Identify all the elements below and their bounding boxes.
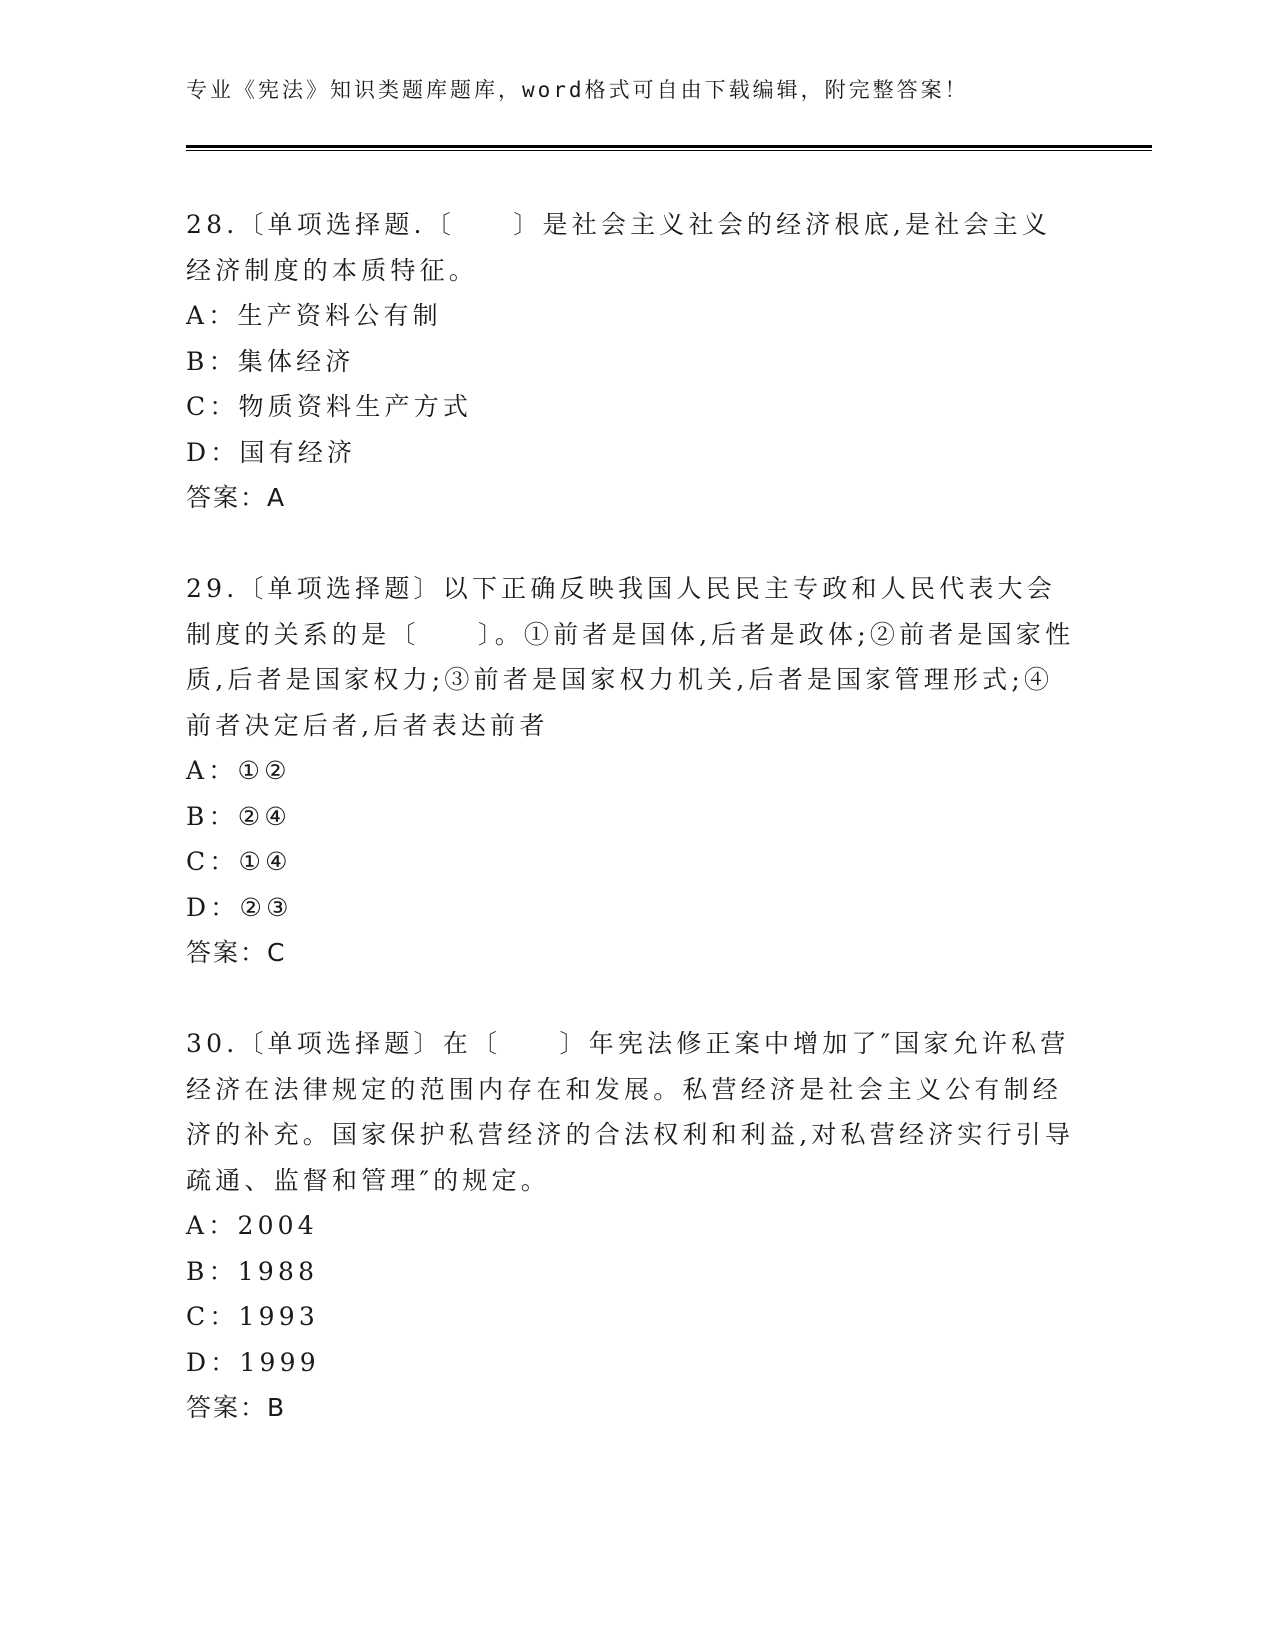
option-text: 1999 bbox=[239, 1347, 320, 1377]
option-c bbox=[186, 839, 1076, 885]
option-text: ①④ bbox=[238, 847, 292, 876]
option-text: ②③ bbox=[239, 892, 293, 922]
option-label: B： bbox=[186, 346, 238, 376]
option-text: 国有经济 bbox=[239, 437, 357, 467]
question-30 bbox=[186, 1021, 1076, 1431]
option-label: D： bbox=[186, 1347, 240, 1377]
question-stem: 28.〔单项选择题.〔 〕是社会主义社会的经济根底,是社会主义经济制度的本质特征。 bbox=[186, 210, 1052, 285]
option-text: 生产资料公有制 bbox=[237, 301, 442, 330]
option-a bbox=[186, 293, 1076, 339]
option-label: C： bbox=[186, 847, 239, 876]
option-c bbox=[186, 1294, 1076, 1340]
option-text: 集体经济 bbox=[237, 346, 355, 376]
question-29 bbox=[186, 566, 1076, 976]
question-stem: 30.〔单项选择题〕在〔 〕年宪法修正案中增加了″国家允许私营经济在法律规定的范围内存在和发展。私营经济是社会主义公有制经济的补充。国家保护私营经济的合法权利和利益,对私营经济实行引导疏通、监督和管理″的规定。 bbox=[186, 1029, 1075, 1195]
option-text: 2004 bbox=[237, 1211, 318, 1240]
option-label: A： bbox=[186, 756, 238, 785]
option-label: D： bbox=[186, 437, 240, 467]
option-label: D： bbox=[186, 892, 240, 922]
option-text: 1993 bbox=[238, 1302, 319, 1331]
option-a bbox=[186, 1203, 1076, 1249]
option-c bbox=[186, 384, 1076, 430]
option-d bbox=[186, 885, 1076, 931]
option-b bbox=[186, 794, 1076, 840]
header-rule-thick bbox=[186, 145, 1152, 148]
option-text: ①② bbox=[237, 756, 291, 785]
option-a bbox=[186, 748, 1076, 794]
option-d bbox=[186, 430, 1076, 476]
option-label: B： bbox=[186, 1256, 238, 1286]
answer: 答案：A bbox=[186, 483, 287, 512]
option-label: A： bbox=[186, 301, 238, 330]
option-label: C： bbox=[186, 1302, 239, 1331]
option-label: B： bbox=[186, 801, 238, 831]
option-label: C： bbox=[186, 392, 239, 421]
option-b bbox=[186, 1249, 1076, 1295]
option-d bbox=[186, 1340, 1076, 1386]
question-stem: 29.〔单项选择题〕以下正确反映我国人民民主专政和人民代表大会制度的关系的是〔 〕。①前者是国体,后者是政体;②前者是国家性质,后者是国家权力;③前者是国家权力机关,后者是国家管理形式;④前者决定后者,后者表达前者 bbox=[186, 574, 1075, 740]
page-header: 专业《宪法》知识类题库题库，word格式可自由下载编辑，附完整答案！ bbox=[186, 78, 969, 102]
option-text: 1988 bbox=[237, 1256, 319, 1286]
answer: 答案：B bbox=[186, 1393, 287, 1422]
option-text: 物质资料生产方式 bbox=[238, 392, 473, 421]
option-b bbox=[186, 339, 1076, 385]
option-text: ②④ bbox=[237, 801, 292, 831]
question-28 bbox=[186, 202, 1076, 521]
answer: 答案：C bbox=[186, 938, 287, 967]
option-label: A： bbox=[186, 1211, 238, 1240]
header-rule-thin bbox=[186, 150, 1152, 151]
